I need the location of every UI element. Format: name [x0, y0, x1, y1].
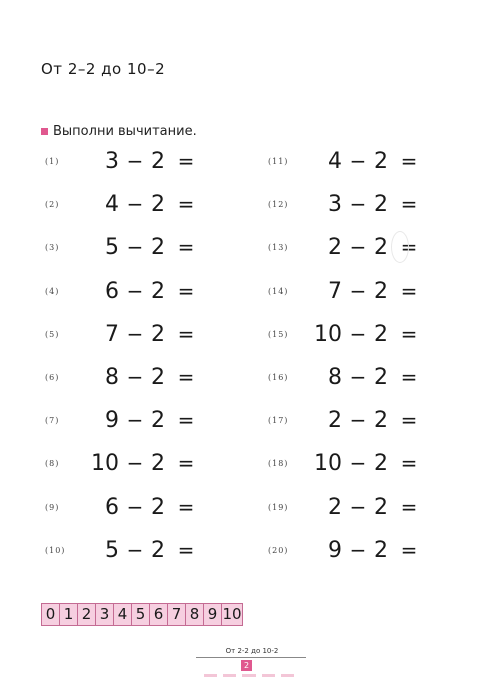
problem-number: (15) [268, 329, 289, 339]
minus-sign: − [349, 451, 367, 476]
minus-sign: − [126, 235, 144, 260]
minuend: 2 [328, 408, 342, 434]
problem-row [45, 486, 235, 529]
problem-expression [308, 365, 424, 390]
problem-expression [85, 235, 201, 260]
minuend: 5 [105, 235, 119, 261]
equals-sign: = [400, 408, 418, 433]
subtrahend: 2 [374, 321, 388, 347]
instruction-text: Выполни вычитание. [53, 124, 197, 139]
problem-number: (12) [268, 200, 289, 210]
minuend: 10 [91, 451, 119, 477]
minus-sign: − [349, 408, 367, 433]
footer-title: От 2-2 до 10-2 [225, 647, 279, 655]
minuend: 3 [105, 149, 119, 175]
minus-sign: − [349, 149, 367, 174]
problem-expression [85, 322, 201, 347]
minuend: 8 [105, 365, 119, 391]
minus-sign: − [349, 365, 367, 390]
subtrahend: 2 [374, 408, 388, 434]
minus-sign: − [126, 149, 144, 174]
page-number: 2 [241, 660, 252, 671]
minuend: 9 [328, 537, 342, 563]
equals-sign: = [177, 451, 195, 476]
equals-sign: = [400, 192, 418, 217]
minus-sign: − [126, 408, 144, 433]
equals-sign: = [177, 494, 195, 519]
problem-number: (3) [45, 243, 60, 253]
number-line [41, 603, 243, 626]
equals-sign: = [400, 278, 418, 303]
number-line-cell: 4 [114, 604, 132, 625]
square-bullet-icon [41, 128, 48, 135]
problem-row [45, 529, 235, 572]
subtrahend: 2 [374, 537, 388, 563]
problem-row [268, 442, 458, 485]
minuend: 8 [328, 365, 342, 391]
problem-row [268, 486, 458, 529]
minuend: 4 [105, 192, 119, 218]
problem-expression [85, 192, 201, 217]
problem-number: (14) [268, 286, 289, 296]
problem-row [45, 313, 235, 356]
subtrahend: 2 [151, 365, 165, 391]
problem-number: (9) [45, 502, 60, 512]
minus-sign: − [349, 494, 367, 519]
problem-number: (19) [268, 502, 289, 512]
minuend: 10 [314, 451, 342, 477]
problem-row [268, 399, 458, 442]
number-line-cell: 8 [186, 604, 204, 625]
left-problem-column [45, 140, 235, 572]
page-title: От 2–2 до 10–2 [41, 60, 166, 78]
minuend: 10 [314, 321, 342, 347]
problem-number: (2) [45, 200, 60, 210]
problem-number: (13) [268, 243, 289, 253]
subtrahend: 2 [151, 451, 165, 477]
problem-number: (6) [45, 373, 60, 383]
equals-sign: = [177, 278, 195, 303]
number-line-cell: 6 [150, 604, 168, 625]
subtrahend: 2 [151, 149, 165, 175]
instruction [41, 124, 197, 139]
problem-expression [308, 451, 424, 476]
problem-row [45, 140, 235, 183]
equals-sign: = [177, 365, 195, 390]
number-line-cell: 1 [60, 604, 78, 625]
equals-sign: = [400, 494, 418, 519]
subtrahend: 2 [374, 149, 388, 175]
subtrahend: 2 [151, 235, 165, 261]
subtrahend: 2 [151, 537, 165, 563]
problem-expression [308, 408, 424, 433]
number-line-cell: 9 [204, 604, 222, 625]
problem-number: (8) [45, 459, 60, 469]
problem-number: (10) [45, 545, 66, 555]
problem-expression [308, 279, 424, 304]
problem-expression [85, 451, 201, 476]
minus-sign: − [349, 321, 367, 346]
subtrahend: 2 [151, 408, 165, 434]
problem-row [268, 270, 458, 313]
oval-mark [391, 231, 409, 263]
equals-sign: = [177, 235, 195, 260]
problem-row [268, 226, 458, 269]
footer-decoration [204, 674, 294, 678]
equals-sign: = [400, 537, 418, 562]
problem-number: (11) [268, 157, 289, 167]
right-problem-column [268, 140, 458, 572]
problem-row [45, 183, 235, 226]
equals-sign: = [400, 235, 418, 260]
number-line-cell: 7 [168, 604, 186, 625]
problem-expression [85, 538, 201, 563]
subtrahend: 2 [374, 365, 388, 391]
subtrahend: 2 [374, 494, 388, 520]
problem-number: (16) [268, 373, 289, 383]
equals-sign: = [400, 149, 418, 174]
problem-row [268, 183, 458, 226]
problem-number: (7) [45, 416, 60, 426]
problem-row [268, 356, 458, 399]
problem-number: (20) [268, 545, 289, 555]
subtrahend: 2 [374, 278, 388, 304]
equals-sign: = [177, 149, 195, 174]
problem-expression [308, 149, 424, 174]
problem-row [45, 270, 235, 313]
minus-sign: − [126, 451, 144, 476]
subtrahend: 2 [151, 494, 165, 520]
number-line-cell: 10 [222, 605, 242, 623]
number-line-cell: 5 [132, 604, 150, 625]
minus-sign: − [126, 321, 144, 346]
equals-sign: = [177, 192, 195, 217]
number-line-cell: 3 [96, 604, 114, 625]
subtrahend: 2 [374, 451, 388, 477]
minus-sign: − [126, 365, 144, 390]
problem-expression [308, 322, 424, 347]
subtrahend: 2 [151, 278, 165, 304]
problem-expression [85, 149, 201, 174]
problem-number: (5) [45, 329, 60, 339]
equals-sign: = [400, 365, 418, 390]
subtrahend: 2 [151, 192, 165, 218]
problem-number: (4) [45, 286, 60, 296]
problem-number: (17) [268, 416, 289, 426]
number-line-cell: 0 [42, 604, 60, 625]
minus-sign: − [126, 192, 144, 217]
equals-sign: = [177, 537, 195, 562]
minus-sign: − [349, 278, 367, 303]
minuend: 7 [328, 278, 342, 304]
minus-sign: − [349, 537, 367, 562]
minus-sign: − [349, 235, 367, 260]
problem-row [268, 140, 458, 183]
subtrahend: 2 [151, 321, 165, 347]
minuend: 3 [328, 192, 342, 218]
minus-sign: − [126, 278, 144, 303]
minuend: 6 [105, 494, 119, 520]
problem-row [268, 529, 458, 572]
problem-number: (18) [268, 459, 289, 469]
minus-sign: − [349, 192, 367, 217]
problem-expression [85, 279, 201, 304]
problem-row [45, 356, 235, 399]
problem-expression [308, 192, 424, 217]
problem-expression [308, 495, 424, 520]
minus-sign: − [126, 537, 144, 562]
problem-expression [308, 538, 424, 563]
minuend: 9 [105, 408, 119, 434]
minuend: 6 [105, 278, 119, 304]
minuend: 2 [328, 235, 342, 261]
problem-row [45, 226, 235, 269]
problem-row [268, 313, 458, 356]
problem-expression [85, 495, 201, 520]
equals-sign: = [177, 408, 195, 433]
minuend: 4 [328, 149, 342, 175]
minuend: 2 [328, 494, 342, 520]
problem-row [45, 442, 235, 485]
problem-expression [85, 365, 201, 390]
problem-expression [85, 408, 201, 433]
subtrahend: 2 [374, 235, 388, 261]
minus-sign: − [126, 494, 144, 519]
number-line-cell: 2 [78, 604, 96, 625]
equals-sign: = [400, 321, 418, 346]
problem-row [45, 399, 235, 442]
footer-divider [196, 657, 306, 658]
equals-sign: = [400, 451, 418, 476]
minuend: 7 [105, 321, 119, 347]
minuend: 5 [105, 537, 119, 563]
problem-number: (1) [45, 157, 60, 167]
equals-sign: = [177, 321, 195, 346]
subtrahend: 2 [374, 192, 388, 218]
